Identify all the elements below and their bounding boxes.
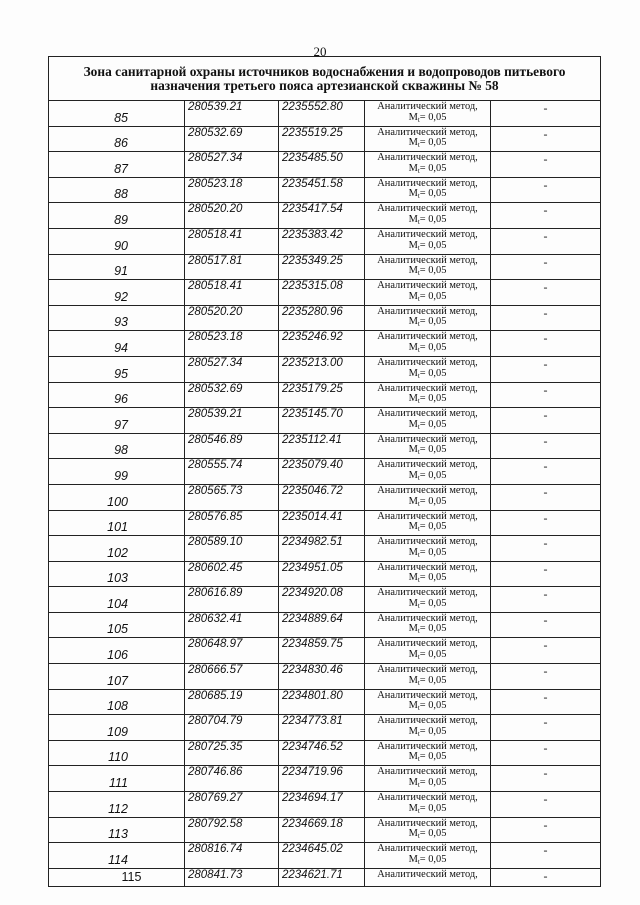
method-accuracy: $М_t= 0,05$ [408, 649, 447, 662]
point-number-cell [49, 638, 185, 664]
point-number-cell [49, 280, 185, 306]
point-number-cell [49, 766, 185, 792]
table-row [49, 203, 601, 229]
point-number: 86 [114, 136, 128, 151]
method-accuracy: $М_t= 0,05$ [408, 521, 447, 534]
point-number-cell [49, 612, 185, 638]
method-text: Аналитический метод, [377, 280, 478, 292]
point-number: 109 [107, 724, 128, 739]
point-number-cell [49, 484, 185, 510]
method-cell [365, 280, 491, 306]
x-coordinate: 280523.18 [185, 331, 279, 357]
dash-cell: - [491, 689, 601, 715]
point-number: 95 [114, 366, 128, 381]
method-accuracy: $М_t= 0,05$ [408, 828, 447, 841]
method-text: Аналитический метод, [377, 740, 478, 752]
method-cell [365, 817, 491, 843]
method-text: Аналитический метод, [377, 177, 478, 189]
table-row [49, 536, 601, 562]
x-coordinate: 280725.35 [185, 740, 279, 766]
y-coordinate: 2235046.72 [279, 484, 365, 510]
method-cell [365, 408, 491, 434]
table-row [49, 792, 601, 818]
method-accuracy: $М_t= 0,05$ [408, 546, 447, 559]
dash-cell: - [491, 331, 601, 357]
dash-cell: - [491, 484, 601, 510]
point-number-cell [49, 126, 185, 152]
point-number-cell [49, 356, 185, 382]
method-accuracy: $М_t= 0,05$ [408, 341, 447, 354]
table-row [49, 766, 601, 792]
point-number-cell [49, 203, 185, 229]
method-accuracy: $М_t= 0,05$ [408, 623, 447, 636]
table-row [49, 715, 601, 741]
method-text: Аналитический метод, [377, 817, 478, 829]
x-coordinate: 280602.45 [185, 561, 279, 587]
method-text: Аналитический метод, [377, 356, 478, 368]
method-accuracy: $М_t= 0,05$ [408, 802, 447, 815]
x-coordinate: 280520.20 [185, 203, 279, 229]
dash-cell: - [491, 510, 601, 536]
point-number: 93 [114, 315, 128, 330]
x-coordinate: 280616.89 [185, 587, 279, 613]
table-row [49, 152, 601, 178]
y-coordinate: 2234621.71 [279, 868, 365, 886]
dash-cell: - [491, 740, 601, 766]
y-coordinate: 2234951.05 [279, 561, 365, 587]
point-number-cell [49, 331, 185, 357]
point-number: 107 [107, 673, 128, 688]
method-accuracy: $М_t= 0,05$ [408, 316, 447, 329]
dash-cell: - [491, 536, 601, 562]
y-coordinate: 2235485.50 [279, 152, 365, 178]
point-number: 87 [114, 161, 128, 176]
page-number: 20 [313, 44, 327, 59]
y-coordinate: 2235451.58 [279, 177, 365, 203]
point-number: 85 [114, 110, 128, 125]
method-cell [365, 664, 491, 690]
table-row [49, 740, 601, 766]
point-number-cell [49, 510, 185, 536]
y-coordinate: 2234719.96 [279, 766, 365, 792]
method-text: Аналитический метод, [377, 459, 478, 471]
point-number: 99 [114, 468, 128, 483]
method-cell [365, 612, 491, 638]
y-coordinate: 2234920.08 [279, 587, 365, 613]
x-coordinate: 280685.19 [185, 689, 279, 715]
dash-cell: - [491, 228, 601, 254]
x-coordinate: 280565.73 [185, 484, 279, 510]
method-accuracy: $М_t= 0,05$ [408, 418, 447, 431]
table-row [49, 101, 601, 127]
method-cell [365, 638, 491, 664]
y-coordinate: 2235145.70 [279, 408, 365, 434]
table-row [49, 484, 601, 510]
point-number: 94 [114, 340, 128, 355]
method-text: Аналитический метод, [377, 689, 478, 701]
method-accuracy: $М_t= 0,05$ [408, 137, 447, 150]
y-coordinate: 2235349.25 [279, 254, 365, 280]
table-row [49, 331, 601, 357]
y-coordinate: 2234773.81 [279, 715, 365, 741]
point-number-cell [49, 587, 185, 613]
point-number: 111 [108, 776, 128, 791]
y-coordinate: 2234694.17 [279, 792, 365, 818]
point-number-cell [49, 408, 185, 434]
x-coordinate: 280589.10 [185, 536, 279, 562]
point-number: 92 [114, 289, 128, 304]
method-accuracy: $М_t= 0,05$ [408, 290, 447, 303]
method-accuracy: $М_t= 0,05$ [408, 111, 447, 124]
method-text: Аналитический метод, [377, 228, 478, 240]
method-text: Аналитический метод, [377, 433, 478, 445]
method-cell [365, 356, 491, 382]
dash-cell: - [491, 254, 601, 280]
table-row [49, 868, 601, 886]
method-accuracy: $М_t= 0,05$ [408, 265, 447, 278]
method-text: Аналитический метод, [377, 408, 478, 420]
method-accuracy: $М_t= 0,05$ [408, 162, 447, 175]
point-number-cell [49, 536, 185, 562]
y-coordinate: 2235552.80 [279, 101, 365, 127]
point-number-cell [49, 254, 185, 280]
point-number-cell [49, 664, 185, 690]
x-coordinate: 280769.27 [185, 792, 279, 818]
method-accuracy: $М_t= 0,05$ [408, 725, 447, 738]
y-coordinate: 2234859.75 [279, 638, 365, 664]
method-cell [365, 689, 491, 715]
method-cell [365, 843, 491, 869]
point-number-cell [49, 817, 185, 843]
table-row [49, 689, 601, 715]
method-text: Аналитический метод, [377, 561, 478, 573]
table-row [49, 433, 601, 459]
method-text: Аналитический метод, [365, 868, 491, 886]
method-text: Аналитический метод, [377, 254, 478, 266]
method-text: Аналитический метод, [377, 843, 478, 855]
method-accuracy: $М_t= 0,05$ [408, 572, 447, 585]
method-accuracy: $М_t= 0,05$ [408, 495, 447, 508]
x-coordinate: 280746.86 [185, 766, 279, 792]
point-number: 115 [121, 870, 142, 885]
table-row [49, 612, 601, 638]
point-number: 104 [107, 596, 128, 611]
y-coordinate: 2235014.41 [279, 510, 365, 536]
dash-cell: - [491, 126, 601, 152]
table-row [49, 228, 601, 254]
point-number: 103 [107, 571, 128, 586]
method-text: Аналитический метод, [377, 305, 478, 317]
coordinates-table [48, 56, 601, 887]
method-cell [365, 510, 491, 536]
dash-cell: - [491, 561, 601, 587]
table-row [49, 459, 601, 485]
point-number-cell [49, 228, 185, 254]
point-number-cell [49, 740, 185, 766]
x-coordinate: 280632.41 [185, 612, 279, 638]
x-coordinate: 280539.21 [185, 408, 279, 434]
point-number-cell [49, 459, 185, 485]
dash-cell: - [491, 612, 601, 638]
method-cell [365, 152, 491, 178]
method-cell [365, 766, 491, 792]
dash-cell: - [491, 280, 601, 306]
table-row [49, 126, 601, 152]
method-cell [365, 459, 491, 485]
x-coordinate: 280666.57 [185, 664, 279, 690]
point-number: 102 [107, 545, 128, 560]
x-coordinate: 280520.20 [185, 305, 279, 331]
table-row [49, 817, 601, 843]
x-coordinate: 280523.18 [185, 177, 279, 203]
point-number-cell [49, 792, 185, 818]
table-title: Зона санитарной охраны источников водоснабжения и водопроводов питьевого назначения третьего пояса артезианской скважины № 58 [49, 57, 601, 101]
x-coordinate: 280532.69 [185, 126, 279, 152]
method-cell [365, 228, 491, 254]
dash-cell: - [491, 177, 601, 203]
point-number: 113 [108, 827, 128, 842]
point-number: 88 [114, 187, 128, 202]
method-accuracy: $М_t= 0,05$ [408, 444, 447, 457]
method-cell [365, 433, 491, 459]
x-coordinate: 280517.81 [185, 254, 279, 280]
point-number: 101 [107, 520, 128, 535]
table-row [49, 254, 601, 280]
y-coordinate: 2235315.08 [279, 280, 365, 306]
y-coordinate: 2234830.46 [279, 664, 365, 690]
point-number-cell [49, 433, 185, 459]
method-text: Аналитический метод, [377, 715, 478, 727]
method-cell [365, 536, 491, 562]
method-accuracy: $М_t= 0,05$ [408, 751, 447, 764]
dash-cell: - [491, 382, 601, 408]
x-coordinate: 280555.74 [185, 459, 279, 485]
method-accuracy: $М_t= 0,05$ [408, 239, 447, 252]
dash-cell: - [491, 305, 601, 331]
method-text: Аналитический метод, [377, 664, 478, 676]
method-text: Аналитический метод, [377, 792, 478, 804]
point-number-cell [49, 868, 185, 886]
method-text: Аналитический метод, [377, 331, 478, 343]
method-text: Аналитический метод, [377, 612, 478, 624]
x-coordinate: 280527.34 [185, 152, 279, 178]
y-coordinate: 2235079.40 [279, 459, 365, 485]
method-text: Аналитический метод, [377, 587, 478, 599]
method-cell [365, 331, 491, 357]
dash-cell: - [491, 766, 601, 792]
point-number: 108 [107, 699, 128, 714]
method-accuracy: $М_t= 0,05$ [408, 393, 447, 406]
method-text: Аналитический метод, [377, 484, 478, 496]
point-number: 112 [108, 801, 128, 816]
dash-cell: - [491, 101, 601, 127]
x-coordinate: 280576.85 [185, 510, 279, 536]
method-cell [365, 792, 491, 818]
table-title-row [49, 57, 601, 101]
dash-cell: - [491, 817, 601, 843]
method-accuracy: $М_t= 0,05$ [408, 367, 447, 380]
method-accuracy: $М_t= 0,05$ [408, 777, 447, 790]
point-number: 91 [114, 264, 128, 279]
method-cell [365, 101, 491, 127]
x-coordinate: 280518.41 [185, 228, 279, 254]
method-accuracy: $М_t= 0,05$ [408, 674, 447, 687]
point-number-cell [49, 561, 185, 587]
point-number: 100 [107, 494, 128, 509]
dash-cell: - [491, 356, 601, 382]
x-coordinate: 280704.79 [185, 715, 279, 741]
y-coordinate: 2234801.80 [279, 689, 365, 715]
table-row [49, 280, 601, 306]
point-number-cell [49, 843, 185, 869]
dash-cell: - [491, 638, 601, 664]
table-row [49, 356, 601, 382]
point-number-cell [49, 689, 185, 715]
point-number: 110 [108, 750, 128, 765]
dash-cell: - [491, 152, 601, 178]
y-coordinate: 2235179.25 [279, 382, 365, 408]
method-text: Аналитический метод, [377, 101, 478, 112]
method-text: Аналитический метод, [377, 382, 478, 394]
y-coordinate: 2235417.54 [279, 203, 365, 229]
y-coordinate: 2234889.64 [279, 612, 365, 638]
table-row [49, 843, 601, 869]
point-number-cell [49, 382, 185, 408]
y-coordinate: 2235280.96 [279, 305, 365, 331]
x-coordinate: 280532.69 [185, 382, 279, 408]
dash-cell: - [491, 664, 601, 690]
y-coordinate: 2235112.41 [279, 433, 365, 459]
y-coordinate: 2235519.25 [279, 126, 365, 152]
point-number: 89 [114, 212, 128, 227]
method-cell [365, 740, 491, 766]
method-text: Аналитический метод, [377, 510, 478, 522]
x-coordinate: 280816.74 [185, 843, 279, 869]
x-coordinate: 280841.73 [185, 868, 279, 886]
y-coordinate: 2235246.92 [279, 331, 365, 357]
x-coordinate: 280648.97 [185, 638, 279, 664]
method-accuracy: $М_t= 0,05$ [408, 213, 447, 226]
method-text: Аналитический метод, [377, 766, 478, 778]
method-cell [365, 561, 491, 587]
method-text: Аналитический метод, [377, 126, 478, 138]
x-coordinate: 280539.21 [185, 101, 279, 127]
table-row [49, 305, 601, 331]
dash-cell: - [491, 868, 601, 886]
table-row [49, 510, 601, 536]
x-coordinate: 280518.41 [185, 280, 279, 306]
dash-cell: - [491, 203, 601, 229]
method-text: Аналитический метод, [377, 638, 478, 650]
point-number: 90 [114, 238, 128, 253]
table-row [49, 382, 601, 408]
method-cell [365, 587, 491, 613]
point-number: 106 [107, 648, 128, 663]
dash-cell: - [491, 408, 601, 434]
table-row [49, 408, 601, 434]
table-row [49, 664, 601, 690]
y-coordinate: 2235383.42 [279, 228, 365, 254]
method-cell [365, 203, 491, 229]
dash-cell: - [491, 459, 601, 485]
method-cell [365, 484, 491, 510]
dash-cell: - [491, 433, 601, 459]
dash-cell: - [491, 715, 601, 741]
point-number: 105 [107, 622, 128, 637]
table-row [49, 561, 601, 587]
method-cell [365, 254, 491, 280]
method-accuracy: $М_t= 0,05$ [408, 700, 447, 713]
x-coordinate: 280792.58 [185, 817, 279, 843]
method-cell [365, 177, 491, 203]
point-number: 98 [114, 443, 128, 458]
dash-cell: - [491, 843, 601, 869]
y-coordinate: 2235213.00 [279, 356, 365, 382]
point-number-cell [49, 152, 185, 178]
point-number: 97 [114, 417, 128, 432]
method-text: Аналитический метод, [377, 203, 478, 215]
y-coordinate: 2234645.02 [279, 843, 365, 869]
method-accuracy: $М_t= 0,05$ [408, 188, 447, 201]
point-number: 114 [108, 852, 128, 867]
method-cell [365, 382, 491, 408]
dash-cell: - [491, 792, 601, 818]
method-text: Аналитический метод, [377, 536, 478, 548]
y-coordinate: 2234669.18 [279, 817, 365, 843]
method-cell [365, 126, 491, 152]
point-number-cell [49, 101, 185, 127]
method-cell [365, 305, 491, 331]
method-text: Аналитический метод, [377, 152, 478, 164]
method-accuracy: $М_t= 0,05$ [408, 597, 447, 610]
method-accuracy: $М_t= 0,05$ [408, 469, 447, 482]
point-number: 96 [114, 392, 128, 407]
x-coordinate: 280546.89 [185, 433, 279, 459]
table-row [49, 638, 601, 664]
x-coordinate: 280527.34 [185, 356, 279, 382]
y-coordinate: 2234746.52 [279, 740, 365, 766]
method-accuracy: $М_t= 0,05$ [408, 853, 447, 866]
y-coordinate: 2234982.51 [279, 536, 365, 562]
table-row [49, 587, 601, 613]
table-row [49, 177, 601, 203]
point-number-cell [49, 715, 185, 741]
point-number-cell [49, 305, 185, 331]
method-cell [365, 715, 491, 741]
point-number-cell [49, 177, 185, 203]
dash-cell: - [491, 587, 601, 613]
